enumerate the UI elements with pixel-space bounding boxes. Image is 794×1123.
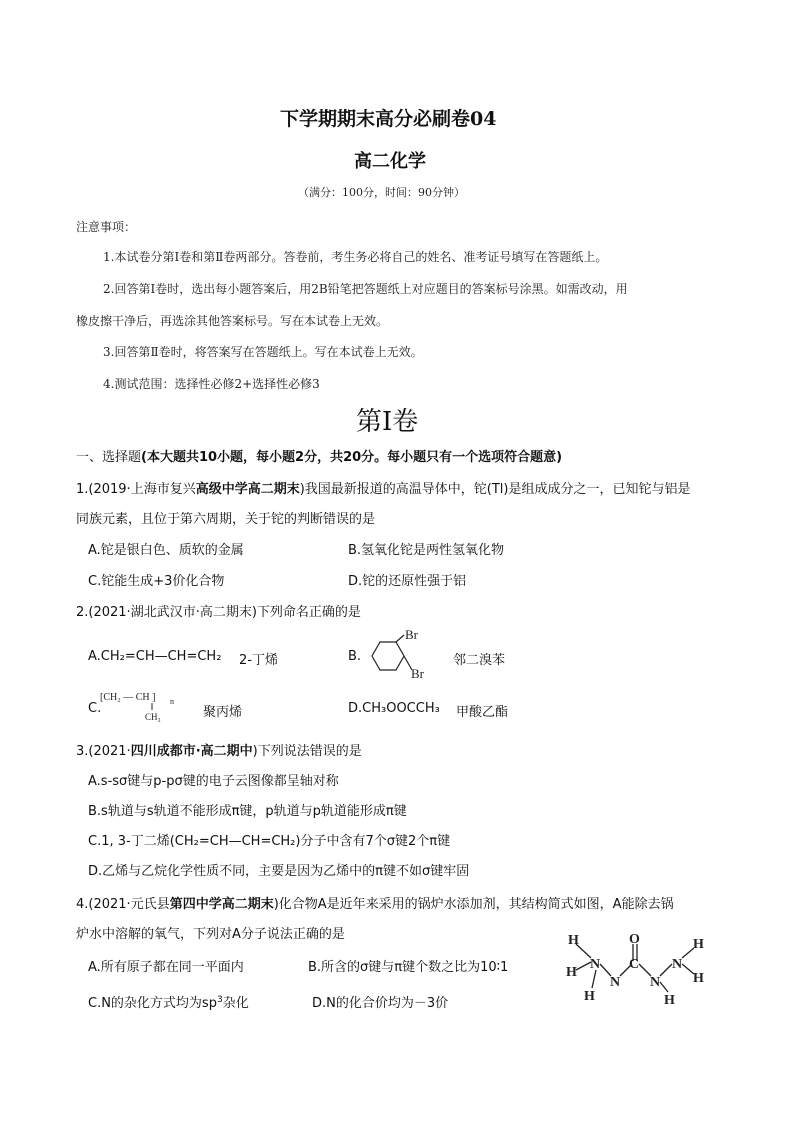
- atom-n1: N: [590, 957, 601, 972]
- note-item: 3.回答第Ⅱ卷时，将答案写在答题纸上。写在本试卷上无效。: [103, 345, 423, 359]
- bond-n3-h4: [660, 982, 668, 992]
- q3-source-bold: 四川成都市·高二期中: [130, 744, 253, 759]
- q2-option-d-name: 甲酸乙酯: [456, 705, 509, 720]
- bond-n3-n4: [660, 964, 672, 976]
- q2-stem: 2.(2021·湖北武汉市·高二期末)下列命名正确的是: [76, 605, 361, 620]
- q3-stem: [76, 740, 362, 759]
- note-item: 橡皮擦干净后，再选涂其他答案标号。写在本试卷上无效。: [76, 314, 389, 328]
- q2-option-a-name: 2-丁烯: [239, 653, 278, 668]
- atom-n3: N: [650, 975, 661, 990]
- atom-c: C: [629, 957, 640, 972]
- bond-br-1: [396, 635, 404, 642]
- q4-stem-line1: [76, 893, 674, 912]
- q3-option-d: D.乙烯与乙烷化学性质不同，主要是因为乙烯中的π键不如σ键牢固: [88, 864, 470, 879]
- paper-title: 下学期期末高分必刷卷04: [280, 108, 497, 130]
- bond-n1-h3: [592, 970, 596, 988]
- atom-n4: N: [672, 957, 683, 972]
- q4-source-prefix: 4.(2021·元氏县: [76, 897, 170, 912]
- atom-h3: H: [584, 989, 595, 1004]
- instruction-prefix: 一、选择题: [76, 450, 142, 465]
- q3-source-prefix: 3.(2021·: [76, 744, 131, 759]
- q1-option-a: A.铊是银白色、质软的金属: [88, 543, 244, 558]
- br-label-2: Br: [411, 666, 424, 681]
- q4-stem-rest: )化合物A是近年来采用的锅炉水添加剂，其结构简式如图，A能除去锅: [273, 897, 674, 912]
- atom-h4: H: [664, 993, 675, 1006]
- q2-option-b-name: 邻二溴苯: [453, 653, 506, 668]
- polymer-chain-label: [CH₂ — CH ]: [100, 692, 156, 703]
- q1-source-bold: 高级中学高二期末: [195, 482, 300, 497]
- q1-source-prefix: 1.(2019·上海市复兴: [76, 482, 196, 497]
- q1-option-c: C.铊能生成+3价化合物: [88, 574, 225, 589]
- q1-option-d: D.铊的还原性强于铝: [348, 574, 467, 589]
- atom-h2: H: [566, 965, 577, 980]
- polymer-subscript: n: [170, 697, 174, 706]
- q1-stem-line2: 同族元素，且位于第六周期，关于铊的判断错误的是: [76, 512, 376, 527]
- q1-stem-rest: )我国最新报道的高温导体中，铊(Tl)是组成成分之一，已知铊与铝是: [299, 482, 691, 497]
- q4-stem-line2: 炉水中溶解的氧气，下列对A分子说法正确的是: [76, 927, 345, 942]
- q2-option-d-formula: D.CH₃OOCCH₃: [348, 701, 440, 716]
- q4-option-c-sup: 3: [216, 995, 223, 1005]
- q1-option-b: B.氢氧化铊是两性氢氧化物: [348, 543, 505, 558]
- q4-option-a: A.所有原子都在同一平面内: [88, 960, 244, 975]
- exam-info: （满分：100分，时间：90分钟）: [298, 186, 465, 199]
- q4-option-c: [88, 992, 249, 1011]
- subject-title: 高二化学: [354, 151, 426, 172]
- q2-option-c-label: C.: [88, 701, 102, 716]
- q4-option-c-post: 杂化: [222, 996, 249, 1011]
- bond-h2-n1: [576, 962, 591, 970]
- section-title: 第Ⅰ卷: [356, 407, 419, 437]
- q3-option-c: C.1, 3-丁二烯(CH₂=CH—CH=CH₂)分子中含有7个σ键2个π键: [88, 834, 451, 849]
- q4-option-d: D.N的化合价均为－3价: [312, 996, 449, 1011]
- q4-source-bold: 第四中学高二期末: [169, 897, 274, 912]
- atom-o: O: [629, 932, 640, 947]
- q3-option-a: A.s-sσ键与p-pσ键的电子云图像都呈轴对称: [88, 774, 339, 789]
- q4-option-b: B.所含的σ键与π键个数之比为10∶1: [308, 960, 509, 975]
- note-item: 2.回答第Ⅰ卷时，选出每小题答案后，用2B铅笔把答题纸上对应题目的答案标号涂黑。如需改动，用: [103, 282, 628, 296]
- q2-option-a-formula: A.CH₂=CH—CH=CH₂: [88, 649, 222, 664]
- section-instruction: [76, 446, 562, 465]
- q3-stem-rest: )下列说法错误的是: [252, 744, 362, 759]
- methyl-label: CH₃: [145, 712, 161, 722]
- q2-option-b-label: B.: [348, 649, 362, 664]
- atom-h6: H: [693, 971, 704, 986]
- atom-h1: H: [568, 933, 579, 948]
- br-label-1: Br: [405, 628, 418, 642]
- polypropylene-structure: [100, 689, 180, 725]
- carbohydrazide-structure: [556, 926, 726, 1006]
- q2-option-c-name: 聚丙烯: [203, 705, 243, 720]
- instruction-text: (本大题共10小题，每小题2分，共20分。每小题只有一个选项符合题意): [141, 450, 563, 465]
- atom-h5: H: [693, 937, 704, 952]
- notes-heading: 注意事项：: [76, 220, 137, 234]
- atom-n2: N: [610, 975, 621, 990]
- note-item: 1.本试卷分第Ⅰ卷和第Ⅱ卷两部分。答卷前，考生务必将自己的姓名、准考证号填写在答题纸上。: [103, 250, 608, 264]
- q3-option-b: B.s轨道与s轨道不能形成π键，p轨道与p轨道能形成π键: [88, 804, 407, 819]
- dibromocyclohexane-structure: [358, 628, 438, 684]
- q4-option-c-pre: C.N的杂化方式均为sp: [88, 996, 217, 1011]
- cyclohexane-ring: [372, 642, 404, 670]
- note-item: 4.测试范围：选择性必修2+选择性必修3: [103, 377, 320, 391]
- q1-stem-line1: [76, 478, 691, 497]
